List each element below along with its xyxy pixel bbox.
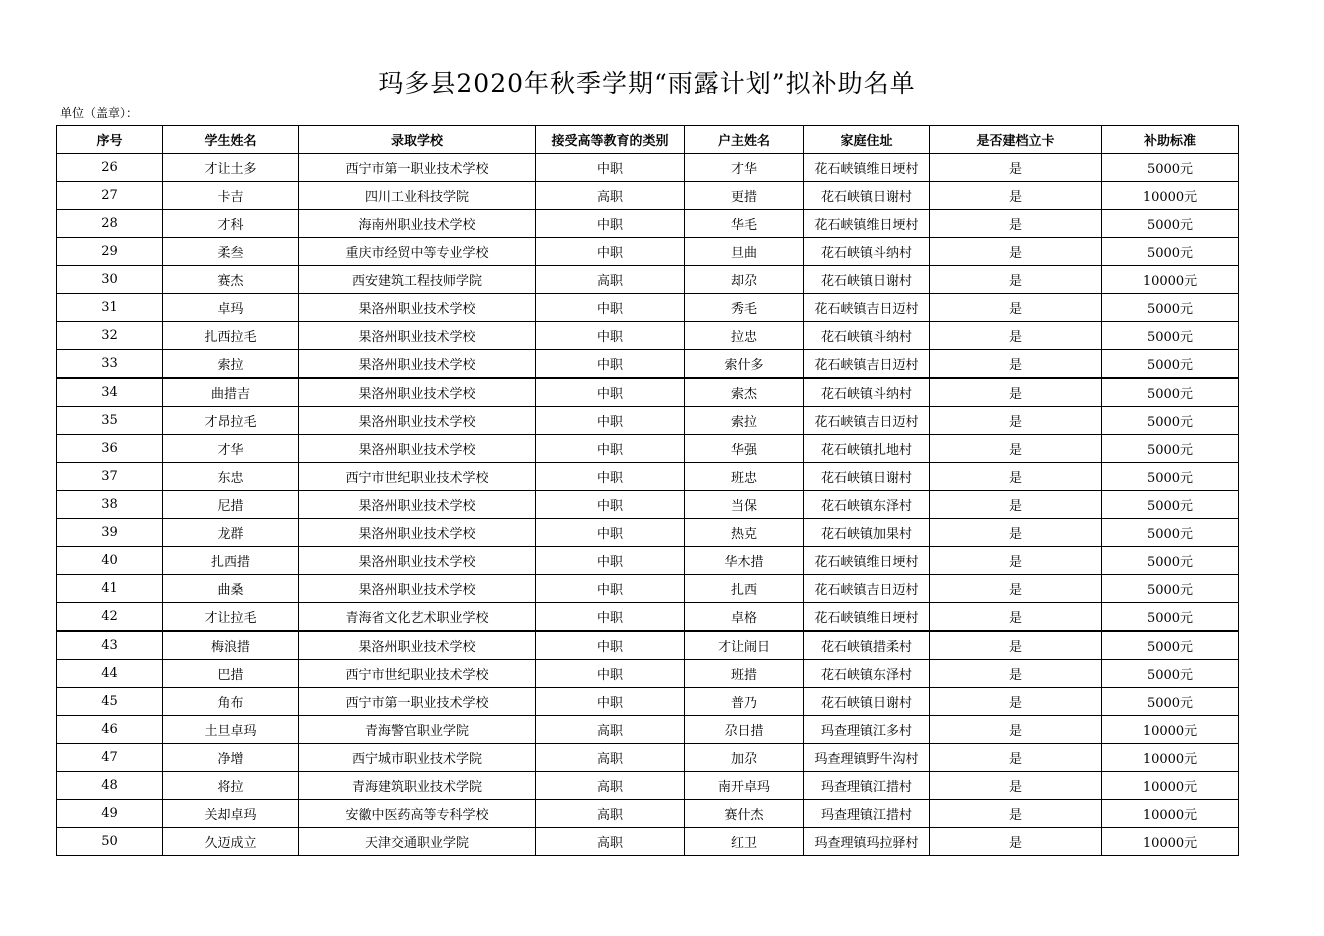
householder-name-cell: 索杰 xyxy=(685,378,804,407)
subsidy-amount-cell: 5000元 xyxy=(1102,660,1239,688)
subsidy-amount-cell: 5000元 xyxy=(1102,322,1239,350)
student-name-cell: 卡吉 xyxy=(163,182,299,210)
registered-poor-household-cell: 是 xyxy=(930,210,1102,238)
table-row xyxy=(57,660,1239,688)
student-name-cell: 才让拉毛 xyxy=(163,603,299,632)
admitting-school-cell: 果洛州职业技术学校 xyxy=(299,575,536,603)
education-category-cell: 中职 xyxy=(536,238,685,266)
table-row xyxy=(57,407,1239,435)
home-address-cell: 花石峡镇措柔村 xyxy=(804,631,930,660)
admitting-school-cell: 海南州职业技术学校 xyxy=(299,210,536,238)
householder-name-cell: 尕日措 xyxy=(685,716,804,744)
registered-poor-household-cell: 是 xyxy=(930,238,1102,266)
header-student-name: 学生姓名 xyxy=(163,126,299,154)
table-row xyxy=(57,800,1239,828)
registered-poor-household-cell: 是 xyxy=(930,547,1102,575)
table-row xyxy=(57,828,1239,856)
education-category-cell: 中职 xyxy=(536,294,685,322)
admitting-school-cell: 西宁市世纪职业技术学校 xyxy=(299,660,536,688)
table-row xyxy=(57,491,1239,519)
serial-number-cell: 43 xyxy=(57,631,163,660)
admitting-school-cell: 果洛州职业技术学校 xyxy=(299,547,536,575)
table-row xyxy=(57,210,1239,238)
serial-number-cell: 26 xyxy=(57,154,163,182)
subsidy-roster-table xyxy=(56,125,1239,856)
householder-name-cell: 华毛 xyxy=(685,210,804,238)
table-row xyxy=(57,435,1239,463)
home-address-cell: 花石峡镇斗纳村 xyxy=(804,238,930,266)
student-name-cell: 曲桑 xyxy=(163,575,299,603)
home-address-cell: 花石峡镇吉日迈村 xyxy=(804,350,930,379)
registered-poor-household-cell: 是 xyxy=(930,322,1102,350)
student-name-cell: 角布 xyxy=(163,688,299,716)
admitting-school-cell: 果洛州职业技术学校 xyxy=(299,435,536,463)
table-row xyxy=(57,182,1239,210)
registered-poor-household-cell: 是 xyxy=(930,716,1102,744)
admitting-school-cell: 果洛州职业技术学校 xyxy=(299,407,536,435)
serial-number-cell: 29 xyxy=(57,238,163,266)
home-address-cell: 花石峡镇斗纳村 xyxy=(804,322,930,350)
student-name-cell: 尼措 xyxy=(163,491,299,519)
student-name-cell: 净增 xyxy=(163,744,299,772)
subsidy-amount-cell: 10000元 xyxy=(1102,828,1239,856)
subsidy-amount-cell: 5000元 xyxy=(1102,688,1239,716)
serial-number-cell: 34 xyxy=(57,378,163,407)
registered-poor-household-cell: 是 xyxy=(930,378,1102,407)
table-row xyxy=(57,772,1239,800)
education-category-cell: 高职 xyxy=(536,716,685,744)
education-category-cell: 中职 xyxy=(536,491,685,519)
admitting-school-cell: 果洛州职业技术学校 xyxy=(299,631,536,660)
registered-poor-household-cell: 是 xyxy=(930,519,1102,547)
table-row xyxy=(57,688,1239,716)
householder-name-cell: 却尕 xyxy=(685,266,804,294)
subsidy-amount-cell: 10000元 xyxy=(1102,744,1239,772)
registered-poor-household-cell: 是 xyxy=(930,688,1102,716)
education-category-cell: 中职 xyxy=(536,660,685,688)
householder-name-cell: 索拉 xyxy=(685,407,804,435)
table-row xyxy=(57,575,1239,603)
header-admitting-school: 录取学校 xyxy=(299,126,536,154)
subsidy-amount-cell: 5000元 xyxy=(1102,603,1239,632)
serial-number-cell: 41 xyxy=(57,575,163,603)
serial-number-cell: 42 xyxy=(57,603,163,632)
admitting-school-cell: 果洛州职业技术学校 xyxy=(299,294,536,322)
education-category-cell: 中职 xyxy=(536,631,685,660)
table-row xyxy=(57,238,1239,266)
householder-name-cell: 索什多 xyxy=(685,350,804,379)
serial-number-cell: 27 xyxy=(57,182,163,210)
admitting-school-cell: 果洛州职业技术学校 xyxy=(299,519,536,547)
admitting-school-cell: 青海省文化艺术职业学校 xyxy=(299,603,536,632)
registered-poor-household-cell: 是 xyxy=(930,491,1102,519)
subsidy-amount-cell: 5000元 xyxy=(1102,294,1239,322)
subsidy-amount-cell: 5000元 xyxy=(1102,519,1239,547)
student-name-cell: 才昂拉毛 xyxy=(163,407,299,435)
student-name-cell: 关却卓玛 xyxy=(163,800,299,828)
education-category-cell: 中职 xyxy=(536,547,685,575)
header-education-category: 接受高等教育的类别 xyxy=(536,126,685,154)
student-name-cell: 将拉 xyxy=(163,772,299,800)
subsidy-amount-cell: 5000元 xyxy=(1102,154,1239,182)
unit-seal-label: 单位（盖章）： xyxy=(60,106,139,120)
householder-name-cell: 赛什杰 xyxy=(685,800,804,828)
home-address-cell: 花石峡镇东泽村 xyxy=(804,660,930,688)
home-address-cell: 花石峡镇日谢村 xyxy=(804,182,930,210)
householder-name-cell: 热克 xyxy=(685,519,804,547)
student-name-cell: 赛杰 xyxy=(163,266,299,294)
education-category-cell: 中职 xyxy=(536,575,685,603)
page-title: 玛多县2020年秋季学期“雨露计划”拟补助名单 xyxy=(378,69,916,98)
subsidy-amount-cell: 5000元 xyxy=(1102,463,1239,491)
table-row xyxy=(57,519,1239,547)
registered-poor-household-cell: 是 xyxy=(930,800,1102,828)
registered-poor-household-cell: 是 xyxy=(930,603,1102,632)
admitting-school-cell: 果洛州职业技术学校 xyxy=(299,350,536,379)
table-row xyxy=(57,463,1239,491)
subsidy-amount-cell: 5000元 xyxy=(1102,575,1239,603)
student-name-cell: 梅浪措 xyxy=(163,631,299,660)
serial-number-cell: 50 xyxy=(57,828,163,856)
home-address-cell: 花石峡镇扎地村 xyxy=(804,435,930,463)
serial-number-cell: 49 xyxy=(57,800,163,828)
householder-name-cell: 卓格 xyxy=(685,603,804,632)
table-row xyxy=(57,322,1239,350)
householder-name-cell: 华木措 xyxy=(685,547,804,575)
serial-number-cell: 48 xyxy=(57,772,163,800)
home-address-cell: 花石峡镇吉日迈村 xyxy=(804,294,930,322)
admitting-school-cell: 果洛州职业技术学校 xyxy=(299,378,536,407)
registered-poor-household-cell: 是 xyxy=(930,154,1102,182)
registered-poor-household-cell: 是 xyxy=(930,266,1102,294)
student-name-cell: 索拉 xyxy=(163,350,299,379)
table-row xyxy=(57,716,1239,744)
registered-poor-household-cell: 是 xyxy=(930,435,1102,463)
serial-number-cell: 39 xyxy=(57,519,163,547)
householder-name-cell: 加尕 xyxy=(685,744,804,772)
table-row xyxy=(57,547,1239,575)
subsidy-amount-cell: 5000元 xyxy=(1102,435,1239,463)
header-home-address: 家庭住址 xyxy=(804,126,930,154)
home-address-cell: 花石峡镇维日埂村 xyxy=(804,603,930,632)
registered-poor-household-cell: 是 xyxy=(930,660,1102,688)
householder-name-cell: 更措 xyxy=(685,182,804,210)
home-address-cell: 花石峡镇维日埂村 xyxy=(804,154,930,182)
serial-number-cell: 36 xyxy=(57,435,163,463)
registered-poor-household-cell: 是 xyxy=(930,407,1102,435)
table-row xyxy=(57,603,1239,632)
serial-number-cell: 32 xyxy=(57,322,163,350)
serial-number-cell: 46 xyxy=(57,716,163,744)
admitting-school-cell: 青海警官职业学院 xyxy=(299,716,536,744)
home-address-cell: 玛查理镇江措村 xyxy=(804,800,930,828)
education-category-cell: 中职 xyxy=(536,350,685,379)
home-address-cell: 花石峡镇日谢村 xyxy=(804,688,930,716)
home-address-cell: 花石峡镇斗纳村 xyxy=(804,378,930,407)
admitting-school-cell: 安徽中医药高等专科学校 xyxy=(299,800,536,828)
education-category-cell: 中职 xyxy=(536,378,685,407)
home-address-cell: 玛查理镇野牛沟村 xyxy=(804,744,930,772)
home-address-cell: 花石峡镇加果村 xyxy=(804,519,930,547)
admitting-school-cell: 西宁城市职业技术学院 xyxy=(299,744,536,772)
student-name-cell: 久迈成立 xyxy=(163,828,299,856)
education-category-cell: 高职 xyxy=(536,800,685,828)
home-address-cell: 花石峡镇日谢村 xyxy=(804,463,930,491)
householder-name-cell: 扎西 xyxy=(685,575,804,603)
student-name-cell: 东忠 xyxy=(163,463,299,491)
education-category-cell: 中职 xyxy=(536,435,685,463)
table-row xyxy=(57,350,1239,379)
admitting-school-cell: 西安建筑工程技师学院 xyxy=(299,266,536,294)
subsidy-amount-cell: 10000元 xyxy=(1102,182,1239,210)
table-header-row xyxy=(57,126,1239,154)
header-registered-poor-household: 是否建档立卡 xyxy=(930,126,1102,154)
subsidy-amount-cell: 5000元 xyxy=(1102,547,1239,575)
table-row xyxy=(57,631,1239,660)
serial-number-cell: 30 xyxy=(57,266,163,294)
householder-name-cell: 班措 xyxy=(685,660,804,688)
student-name-cell: 才科 xyxy=(163,210,299,238)
serial-number-cell: 33 xyxy=(57,350,163,379)
subsidy-amount-cell: 10000元 xyxy=(1102,772,1239,800)
student-name-cell: 柔叁 xyxy=(163,238,299,266)
table-row xyxy=(57,154,1239,182)
serial-number-cell: 44 xyxy=(57,660,163,688)
home-address-cell: 花石峡镇吉日迈村 xyxy=(804,575,930,603)
householder-name-cell: 华强 xyxy=(685,435,804,463)
subsidy-amount-cell: 5000元 xyxy=(1102,491,1239,519)
table-body xyxy=(57,154,1239,856)
education-category-cell: 中职 xyxy=(536,322,685,350)
householder-name-cell: 旦曲 xyxy=(685,238,804,266)
subsidy-amount-cell: 5000元 xyxy=(1102,210,1239,238)
student-name-cell: 扎西拉毛 xyxy=(163,322,299,350)
admitting-school-cell: 西宁市第一职业技术学校 xyxy=(299,688,536,716)
admitting-school-cell: 果洛州职业技术学校 xyxy=(299,491,536,519)
householder-name-cell: 红卫 xyxy=(685,828,804,856)
serial-number-cell: 38 xyxy=(57,491,163,519)
education-category-cell: 高职 xyxy=(536,828,685,856)
table-row xyxy=(57,266,1239,294)
registered-poor-household-cell: 是 xyxy=(930,828,1102,856)
registered-poor-household-cell: 是 xyxy=(930,350,1102,379)
education-category-cell: 高职 xyxy=(536,744,685,772)
serial-number-cell: 28 xyxy=(57,210,163,238)
education-category-cell: 中职 xyxy=(536,210,685,238)
admitting-school-cell: 青海建筑职业技术学院 xyxy=(299,772,536,800)
admitting-school-cell: 重庆市经贸中等专业学校 xyxy=(299,238,536,266)
table-row xyxy=(57,378,1239,407)
table-row xyxy=(57,744,1239,772)
householder-name-cell: 普乃 xyxy=(685,688,804,716)
student-name-cell: 才华 xyxy=(163,435,299,463)
education-category-cell: 中职 xyxy=(536,603,685,632)
subsidy-amount-cell: 10000元 xyxy=(1102,716,1239,744)
subsidy-amount-cell: 5000元 xyxy=(1102,631,1239,660)
student-name-cell: 才让土多 xyxy=(163,154,299,182)
table-row xyxy=(57,294,1239,322)
registered-poor-household-cell: 是 xyxy=(930,575,1102,603)
education-category-cell: 中职 xyxy=(536,519,685,547)
home-address-cell: 玛查理镇玛拉驿村 xyxy=(804,828,930,856)
education-category-cell: 中职 xyxy=(536,688,685,716)
admitting-school-cell: 天津交通职业学院 xyxy=(299,828,536,856)
header-subsidy-amount: 补助标准 xyxy=(1102,126,1239,154)
header-householder-name: 户主姓名 xyxy=(685,126,804,154)
householder-name-cell: 才让闹日 xyxy=(685,631,804,660)
header-serial-number: 序号 xyxy=(57,126,163,154)
registered-poor-household-cell: 是 xyxy=(930,182,1102,210)
subsidy-amount-cell: 5000元 xyxy=(1102,407,1239,435)
householder-name-cell: 才华 xyxy=(685,154,804,182)
serial-number-cell: 31 xyxy=(57,294,163,322)
student-name-cell: 龙群 xyxy=(163,519,299,547)
subsidy-amount-cell: 10000元 xyxy=(1102,800,1239,828)
student-name-cell: 土旦卓玛 xyxy=(163,716,299,744)
student-name-cell: 曲措吉 xyxy=(163,378,299,407)
householder-name-cell: 南开卓玛 xyxy=(685,772,804,800)
subsidy-amount-cell: 10000元 xyxy=(1102,266,1239,294)
home-address-cell: 花石峡镇东泽村 xyxy=(804,491,930,519)
education-category-cell: 中职 xyxy=(536,154,685,182)
student-name-cell: 扎西措 xyxy=(163,547,299,575)
home-address-cell: 玛查理镇江措村 xyxy=(804,772,930,800)
home-address-cell: 花石峡镇维日埂村 xyxy=(804,547,930,575)
householder-name-cell: 班忠 xyxy=(685,463,804,491)
householder-name-cell: 当保 xyxy=(685,491,804,519)
registered-poor-household-cell: 是 xyxy=(930,294,1102,322)
registered-poor-household-cell: 是 xyxy=(930,631,1102,660)
admitting-school-cell: 四川工业科技学院 xyxy=(299,182,536,210)
student-name-cell: 卓玛 xyxy=(163,294,299,322)
education-category-cell: 中职 xyxy=(536,407,685,435)
home-address-cell: 花石峡镇吉日迈村 xyxy=(804,407,930,435)
home-address-cell: 花石峡镇维日埂村 xyxy=(804,210,930,238)
serial-number-cell: 35 xyxy=(57,407,163,435)
registered-poor-household-cell: 是 xyxy=(930,772,1102,800)
student-name-cell: 巴措 xyxy=(163,660,299,688)
admitting-school-cell: 西宁市第一职业技术学校 xyxy=(299,154,536,182)
registered-poor-household-cell: 是 xyxy=(930,463,1102,491)
serial-number-cell: 40 xyxy=(57,547,163,575)
admitting-school-cell: 果洛州职业技术学校 xyxy=(299,322,536,350)
education-category-cell: 高职 xyxy=(536,772,685,800)
subsidy-amount-cell: 5000元 xyxy=(1102,238,1239,266)
serial-number-cell: 45 xyxy=(57,688,163,716)
householder-name-cell: 秀毛 xyxy=(685,294,804,322)
education-category-cell: 高职 xyxy=(536,266,685,294)
education-category-cell: 高职 xyxy=(536,182,685,210)
registered-poor-household-cell: 是 xyxy=(930,744,1102,772)
home-address-cell: 玛查理镇江多村 xyxy=(804,716,930,744)
serial-number-cell: 47 xyxy=(57,744,163,772)
subsidy-amount-cell: 5000元 xyxy=(1102,378,1239,407)
householder-name-cell: 拉忠 xyxy=(685,322,804,350)
home-address-cell: 花石峡镇日谢村 xyxy=(804,266,930,294)
serial-number-cell: 37 xyxy=(57,463,163,491)
subsidy-amount-cell: 5000元 xyxy=(1102,350,1239,379)
admitting-school-cell: 西宁市世纪职业技术学校 xyxy=(299,463,536,491)
education-category-cell: 中职 xyxy=(536,463,685,491)
